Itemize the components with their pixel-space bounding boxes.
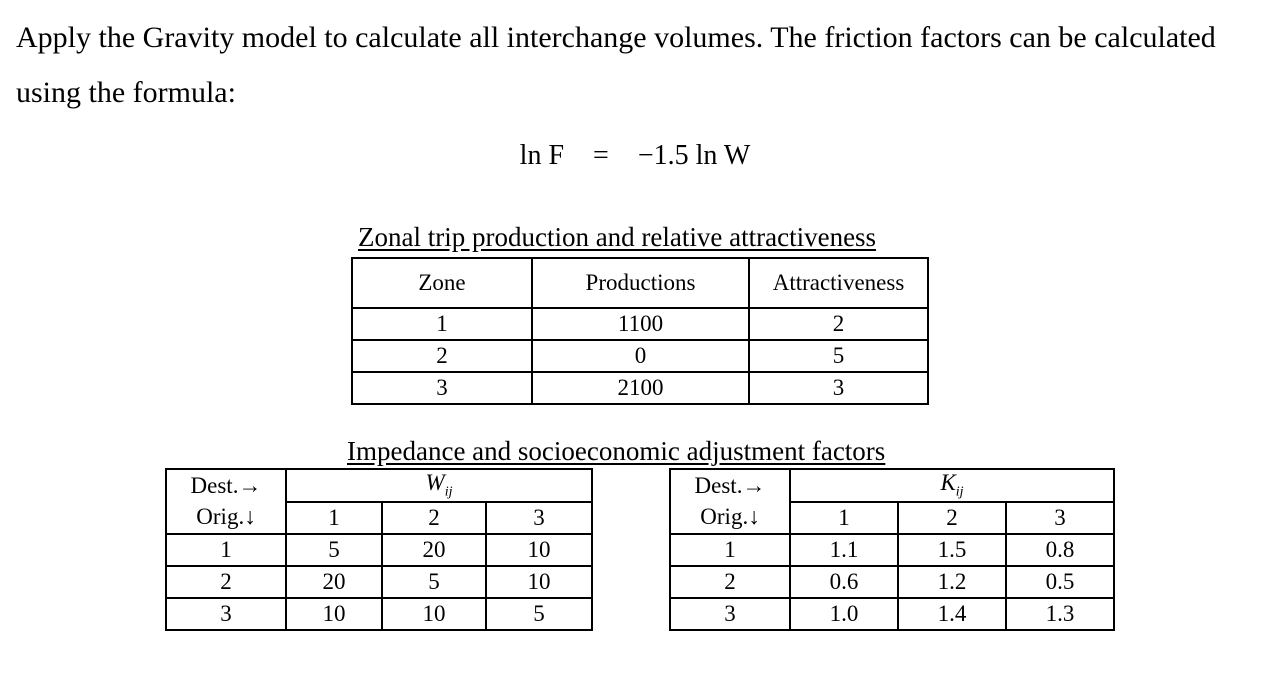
table1-caption: Zonal trip production and relative attractiveness bbox=[358, 222, 877, 252]
table2-caption: Impedance and socioeconomic adjustment factors bbox=[347, 436, 886, 466]
cell: 20 bbox=[382, 534, 486, 566]
table-row bbox=[352, 340, 928, 372]
impedance-table bbox=[165, 468, 593, 631]
cell: 10 bbox=[286, 598, 382, 630]
cell: 1.1 bbox=[790, 534, 898, 566]
cell: 10 bbox=[486, 566, 592, 598]
orig-label: Orig.↓ bbox=[166, 502, 286, 534]
w-symbol-text: W bbox=[425, 470, 445, 495]
cell: 0.5 bbox=[1006, 566, 1114, 598]
cell: 10 bbox=[486, 534, 592, 566]
col-header: 3 bbox=[486, 502, 592, 534]
friction-formula bbox=[0, 140, 1270, 172]
table-row bbox=[166, 566, 592, 598]
header-zone: Zone bbox=[352, 258, 532, 308]
cell: 3 bbox=[352, 372, 532, 404]
cell: 3 bbox=[749, 372, 928, 404]
header-attractiveness: Attractiveness bbox=[749, 258, 928, 308]
cell: 1.5 bbox=[898, 534, 1006, 566]
cell: 1.0 bbox=[790, 598, 898, 630]
col-header: 1 bbox=[286, 502, 382, 534]
table-row bbox=[352, 372, 928, 404]
cell: 2100 bbox=[532, 372, 749, 404]
cell: 1.4 bbox=[898, 598, 1006, 630]
col-header: 2 bbox=[382, 502, 486, 534]
cell: 20 bbox=[286, 566, 382, 598]
cell: 0.8 bbox=[1006, 534, 1114, 566]
cell: 5 bbox=[286, 534, 382, 566]
table-row bbox=[352, 308, 928, 340]
row-header: 3 bbox=[166, 598, 286, 630]
col-header: 3 bbox=[1006, 502, 1114, 534]
k-symbol-text: K bbox=[940, 470, 956, 495]
cell: 1100 bbox=[532, 308, 749, 340]
w-symbol-sub: ij bbox=[444, 484, 453, 500]
table-row bbox=[670, 566, 1114, 598]
dest-label: Dest.→ bbox=[166, 469, 286, 502]
formula-equals: = bbox=[593, 140, 609, 171]
cell: 1.2 bbox=[898, 566, 1006, 598]
header-productions: Productions bbox=[532, 258, 749, 308]
col-header: 2 bbox=[898, 502, 1006, 534]
table-row bbox=[670, 534, 1114, 566]
cell: 10 bbox=[382, 598, 486, 630]
table-row bbox=[166, 534, 592, 566]
cell: 5 bbox=[486, 598, 592, 630]
zonal-production-table bbox=[351, 257, 929, 405]
table-row bbox=[670, 598, 1114, 630]
row-header: 1 bbox=[166, 534, 286, 566]
adjustment-table bbox=[669, 468, 1115, 631]
col-header: 1 bbox=[790, 502, 898, 534]
formula-rhs: −1.5 ln W bbox=[637, 140, 751, 171]
orig-label: Orig.↓ bbox=[670, 502, 790, 534]
cell: 1 bbox=[352, 308, 532, 340]
table-row bbox=[166, 598, 592, 630]
cell: 1.3 bbox=[1006, 598, 1114, 630]
k-symbol bbox=[790, 469, 1114, 502]
problem-statement: Apply the Gravity model to calculate all interchange volumes. The friction factors can be calculated using the formula: bbox=[16, 21, 1216, 109]
cell: 2 bbox=[352, 340, 532, 372]
cell: 2 bbox=[749, 308, 928, 340]
row-header: 1 bbox=[670, 534, 790, 566]
cell: 0.6 bbox=[790, 566, 898, 598]
row-header: 3 bbox=[670, 598, 790, 630]
dest-label: Dest.→ bbox=[670, 469, 790, 502]
row-header: 2 bbox=[166, 566, 286, 598]
formula-lhs: ln F bbox=[519, 140, 565, 171]
cell: 5 bbox=[382, 566, 486, 598]
cell: 5 bbox=[749, 340, 928, 372]
row-header: 2 bbox=[670, 566, 790, 598]
k-symbol-sub: ij bbox=[955, 484, 964, 500]
w-symbol bbox=[286, 469, 592, 502]
cell: 0 bbox=[532, 340, 749, 372]
